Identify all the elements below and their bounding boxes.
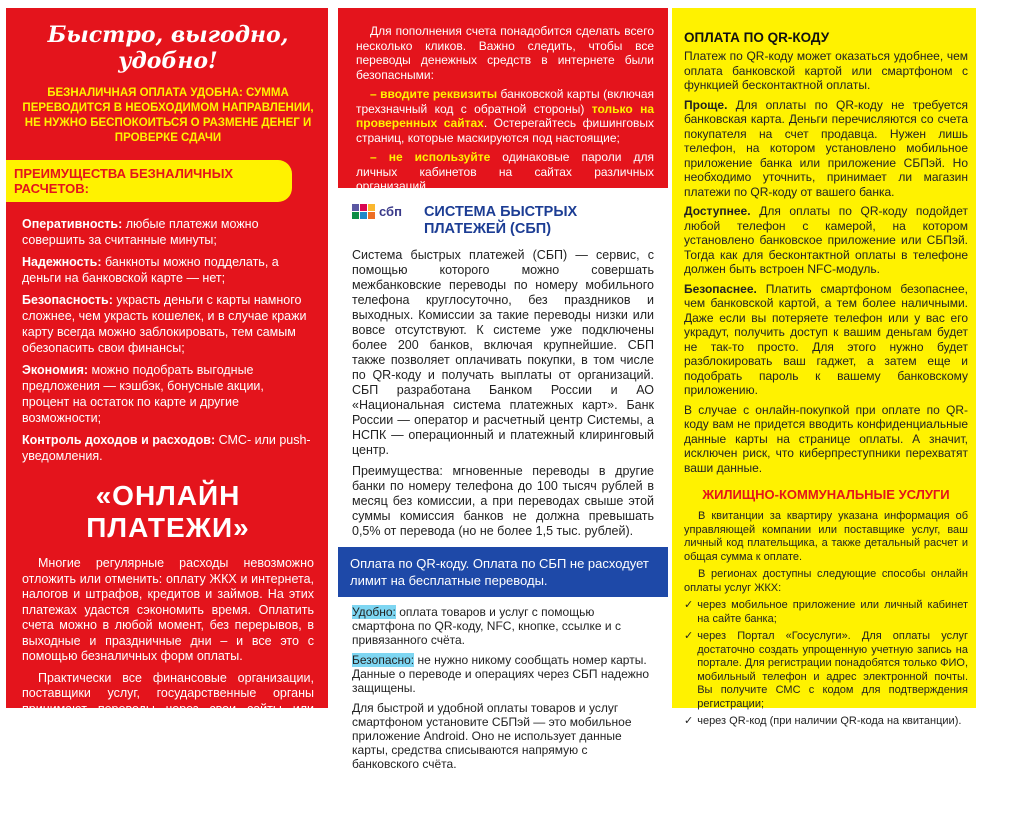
sbpay-app-note: Для быстрой и удобной оплаты товаров и услуг смартфоном установите СБПэй — это мобильное приложение Android. Оно не использует данные карты, средства списываются напрямую с банковского счёта.	[352, 701, 632, 771]
intro-caps: БЕЗНАЛИЧНАЯ ОПЛАТА УДОБНА: СУММА ПЕРЕВОДИТСЯ В НЕОБХОДИМОМ НАПРАВЛЕНИИ, НЕ НУЖНО БЕСПОКОИТЬСЯ О РАЗМЕНЕ ДЕНЕГ И ПРОВЕРКЕ СДАЧИ	[22, 87, 314, 144]
panel-middle	[338, 8, 668, 771]
convenient-note: Удобно: оплата товаров и услуг с помощью смартфона по QR-коду, NFC, кнопке, ссылке и с привязанного счёта.	[352, 605, 621, 647]
housing-bullet: ✓ через Портал «Госуслуги». Для оплаты услуг достаточно создать упрощенную учетную запись на портале. Для регистрации понадобятся только ФИО, мобильный телефон и адрес электронной почты. Вы получите СМС с кодом для подтверждения регистрации;	[684, 630, 968, 710]
advantage-item: Экономия: можно подобрать выгодные предложения — кэшбэк, бонусные акции, процент на остаток по карте и другие возможности;	[22, 363, 264, 425]
housing-paragraph: В регионах доступны следующие способы онлайн оплаты услуг ЖКХ:	[684, 568, 968, 594]
security-rules	[338, 8, 668, 193]
panel-right	[672, 8, 976, 727]
advantage-item: Контроль доходов и расходов: СМС- или push-уведомления.	[22, 433, 311, 463]
slogan: Быстро, выгодно, удобно!	[47, 22, 289, 74]
advantage-item: Безопасность: украсть деньги с карты намного сложнее, чем украсть кошелек, и в случае кражи карту всегда можно заблокировать, тем самым обезопасить свои финансы;	[22, 293, 307, 355]
qr-intro: Платеж по QR-коду может оказаться удобнее, чем оплата банковской картой или смартфоном с функцией бесконтактной оплаты.	[684, 49, 968, 92]
paragraph: Следует обращать внимание на комиссии, которые могут взимать при этом. Иногда они различаются даже при оплате одних и тех же услуг через разные сервисы.	[22, 769, 314, 830]
security-rule-1: – вводите реквизиты банковской карты (включая трехзначный код с обратной стороны) только на проверенных сайтах. Остерегайтесь фишинговых страниц, которые маскируются под настоящие;	[356, 87, 654, 145]
advantage-item: Надежность: банкноты можно подделать, а деньги на банковской карте — нет;	[22, 255, 279, 285]
safe-note: Безопасно: не нужно никому сообщать номер карты. Данные о переводе и операциях через СБП надежно защищены.	[352, 653, 650, 695]
sbp-title: СИСТЕМА БЫСТРЫХ ПЛАТЕЖЕЙ (СБП)	[423, 204, 578, 237]
sbp-features	[338, 605, 668, 771]
sbp-advantages: Преимущества: мгновенные переводы в другие банки по номеру телефона до 100 тысяч рублей в месяц без комиссии, а при переводах свыше этой суммы комиссия банков не должна превышать 0,5% от перевода (но не более 1,5 тыс. рублей).	[352, 464, 654, 538]
panel-left	[6, 8, 328, 830]
security-rule-2: – не используйте одинаковые пароли для личных кабинетов на сайтах различных организаций.	[356, 150, 654, 193]
check-icon: ✓	[684, 715, 694, 727]
security-intro: Для пополнения счета понадобится сделать всего несколько кликов. Важно следить, чтобы все переводы денежных средств в интернете были безопасными:	[356, 24, 654, 82]
sbp-description: Система быстрых платежей (СБП) — сервис, с помощью которого можно совершать межбанковские переводы по номеру мобильного телефона круглосуточно, без праздников и выходных. Комиссии за такие переводы низки или вовсе отсутствуют. К системе уже подключены более 200 банков, включая крупнейшие. СБП также позволяет оплачивать покупки, в том числе по QR-коду и получать выплаты от организаций. СБП разработана Банком России и АО «Национальная система платежных карт». Банк России — оператор и расчетный центр Системы, а НСПК — операционный и платежный клиринговый центр.	[352, 248, 654, 457]
accessible-item: Доступнее. Для оплаты по QR-коду подойдет любой телефон с камерой, на котором установлено банковское приложение или СБПэй. Тогда как для бесконтактной оплаты в телефоне должен быть встроен NFC-модуль.	[684, 204, 968, 276]
paragraph: Многие регулярные расходы невозможно отложить или отменить: оплату ЖКХ и интернета, налогов и штрафов, кредитов и займов. На этих платежах удастся сэкономить время. Оплатить счета можно в любой момент, без перерывов, в выходные и праздничные дни – и все это с помощью безналичных форм оплаты.	[22, 556, 314, 663]
sbp-logo: сбп	[352, 204, 402, 219]
check-icon: ✓	[684, 599, 694, 611]
housing-bullet: ✓ через мобильное приложение или личный кабинет на сайте банка;	[684, 599, 968, 625]
advantage-item: Оперативность: любые платежи можно совершить за считанные минуты;	[22, 217, 259, 247]
sbp-body	[338, 248, 668, 539]
sbp-header	[338, 188, 668, 248]
qr-limit-note: Оплата по QR-коду. Оплата по СБП не расходует лимит на бесплатные переводы.	[338, 547, 668, 597]
online-payments-title: «ОНЛАЙН ПЛАТЕЖИ»	[86, 480, 250, 543]
online-case: В случае с онлайн-покупкой при оплате по QR-коду вам не придется вводить конфиденциальные данные карты на странице оплаты. А значит, исключен риск, что киберпреступники перехватят ваши данные.	[684, 402, 968, 475]
online-payments-text	[22, 556, 314, 832]
housing-body	[684, 510, 968, 729]
qr-title: ОПЛАТА ПО QR-КОДУ	[684, 30, 830, 45]
housing-title: ЖИЛИЩНО-КОММУНАЛЬНЫЕ УСЛУГИ	[702, 487, 950, 502]
sbp-logo-icon	[352, 204, 375, 219]
safer-item: Безопаснее. Платить смартфоном безопаснее, чем банковской картой, а тем более наличными. Даже если вы потеряете телефон или у вас его украдут, получить доступ к вашим деньгам будет не так-то просто. Для этого нужно будет разблокировать ваш гаджет, а затем еще и подобрать пароль к вашему банковскому приложению.	[684, 281, 968, 397]
paragraph: Практически все финансовые организации, поставщики услуг, государственные органы принимают переводы через свои сайты или мобильные приложения. Банки также предлагают дистанционную оплату различных услуг через свои приложения и сайты.	[22, 670, 314, 762]
housing-bullet: ✓ через QR-код (при наличии QR-кода на квитанции).	[684, 715, 962, 727]
simpler-item: Проще. Для оплаты по QR-коду не требуется банковская карта. Деньги перечисляются со счета покупателя на счет продавца. Нужен лишь телефон, на котором установлено мобильное приложение банка или приложение СБПэй. Но необходимо уточнить, принимает ли магазин платежи по QR-коду от вашего банка.	[684, 97, 968, 199]
housing-paragraph: В квитанции за квартиру указана информация об управляющей компании или поставщике услуг, ваш личный код плательщика, а также детальный расчет и общая сумма к оплате.	[684, 510, 968, 563]
advantages-title: ПРЕИМУЩЕСТВА БЕЗНАЛИЧНЫХ РАСЧЕТОВ:	[6, 160, 292, 202]
check-icon: ✓	[684, 630, 694, 642]
advantages-list	[22, 216, 314, 464]
